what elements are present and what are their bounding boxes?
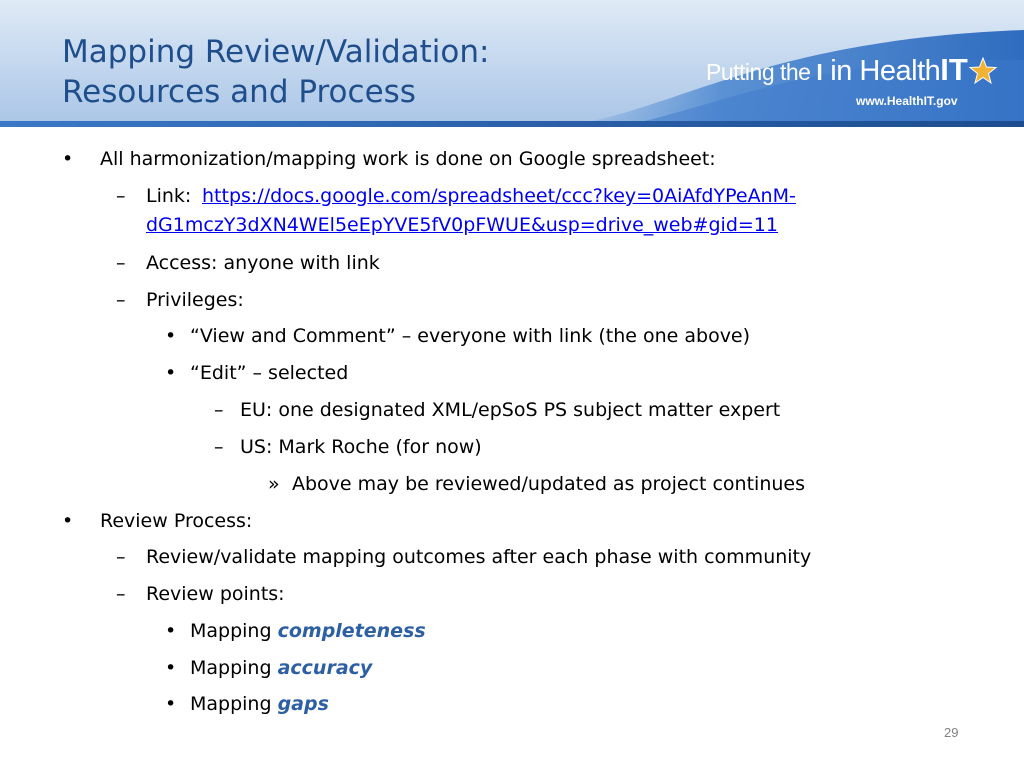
spreadsheet-link-line-2[interactable]: dG1mczY3dXN4WEl5eEpYVE5fV0pFWUE&usp=drive_web#gid=11 xyxy=(146,214,778,236)
logo-text-i: I xyxy=(816,59,823,85)
spreadsheet-link-line-1[interactable]: https://docs.google.com/spreadsheet/ccc?key=0AiAfdYPeAnM- xyxy=(202,185,796,207)
emphasis-completeness: completeness xyxy=(277,620,426,642)
dash-marker: – xyxy=(116,185,126,207)
header-bottom-bar xyxy=(0,121,1024,127)
list-item-text: Review/validate mapping outcomes after each phase with community xyxy=(146,546,812,568)
list-item-text: Access: anyone with link xyxy=(146,252,380,274)
dash-marker: – xyxy=(116,546,126,568)
list-item-text: Review Process: xyxy=(100,510,253,532)
list-item-text: “View and Comment” – everyone with link (the one above) xyxy=(190,325,751,347)
logo-text-in-health: in Health xyxy=(822,55,941,87)
mapping-prefix: Mapping xyxy=(190,693,278,715)
healthit-logo xyxy=(706,52,1006,112)
mapping-prefix: Mapping xyxy=(190,620,278,642)
list-item-text xyxy=(190,693,329,715)
emphasis-gaps: gaps xyxy=(277,693,329,715)
list-item-text: EU: one designated XML/epSoS PS subject matter expert xyxy=(240,399,781,421)
logo-text-it: IT xyxy=(940,52,968,87)
list-item-text xyxy=(190,657,372,679)
list-item-text xyxy=(190,620,426,642)
link-label: Link: xyxy=(146,185,192,207)
list-item-text: Review points: xyxy=(146,583,285,605)
list-item-text: “Edit” – selected xyxy=(190,362,349,384)
slide-header xyxy=(0,0,1024,127)
list-item-text: All harmonization/mapping work is done on Google spreadsheet: xyxy=(100,148,716,170)
bullet-marker: • xyxy=(62,148,74,170)
page-number: 29 xyxy=(944,725,959,740)
bullet-marker: • xyxy=(62,510,74,532)
list-item-text: Privileges: xyxy=(146,289,244,311)
bullet-marker: • xyxy=(165,362,177,384)
logo-text-putting-the: Putting the xyxy=(706,59,817,85)
logo-url: www.HealthIT.gov xyxy=(856,94,958,108)
list-item-text: US: Mark Roche (for now) xyxy=(240,436,482,458)
dash-marker: – xyxy=(116,289,126,311)
mapping-prefix: Mapping xyxy=(190,657,278,679)
dash-marker: – xyxy=(214,399,224,421)
dash-marker: – xyxy=(116,583,126,605)
slide-title-line-1: Mapping Review/Validation: xyxy=(62,34,490,70)
logo-wordmark xyxy=(706,52,968,88)
bullet-marker: • xyxy=(165,657,177,679)
dash-marker: – xyxy=(214,436,224,458)
star-icon xyxy=(968,56,998,86)
bullet-marker: • xyxy=(165,693,177,715)
emphasis-accuracy: accuracy xyxy=(277,657,373,679)
slide-title-line-2: Resources and Process xyxy=(62,74,416,110)
slide-title xyxy=(62,32,489,112)
chevron-marker: » xyxy=(268,473,280,495)
list-item-text: Above may be reviewed/updated as project continues xyxy=(292,473,805,495)
bullet-marker: • xyxy=(165,620,177,642)
bullet-marker: • xyxy=(165,325,177,347)
dash-marker: – xyxy=(116,252,126,274)
